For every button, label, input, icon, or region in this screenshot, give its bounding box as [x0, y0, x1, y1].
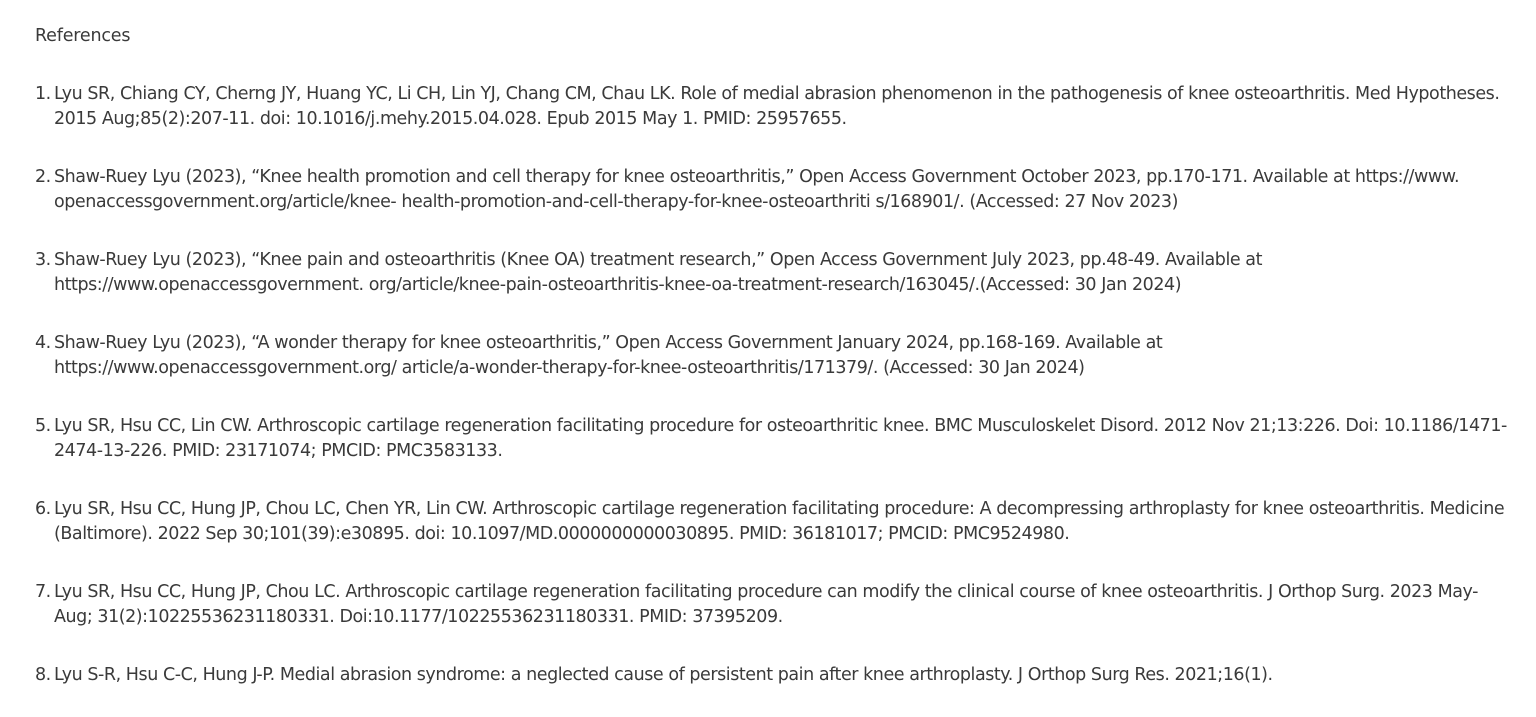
- reference-item: [35, 82, 1508, 132]
- reference-number: 6.: [35, 499, 51, 519]
- reference-number: 2.: [35, 167, 51, 187]
- reference-number: 4.: [35, 333, 51, 353]
- reference-item: [35, 580, 1508, 630]
- reference-number: 7.: [35, 582, 51, 602]
- reference-item: [35, 331, 1508, 381]
- reference-text: Shaw-Ruey Lyu (2023), “Knee pain and osteoarthritis (Knee OA) treatment research,” Open Access Government July 2023, pp.48-49. Available at https://www.openaccessgovernment. org/article/knee-pain-osteoarthritis-knee-oa-treatment-research/163045/.(Accessed: 30 Jan 2024): [54, 250, 1262, 295]
- reference-text: Shaw-Ruey Lyu (2023), “Knee health promotion and cell therapy for knee osteoarthritis,” Open Access Government October 2023, pp.170-171. Available at https://www. openaccessgovernment.org/article/knee- health-promotion-and-cell-therapy-for-knee-osteoarthriti s/168901/. (Accessed: 27 Nov 2023): [54, 167, 1460, 212]
- reference-item: [35, 248, 1508, 298]
- reference-text: Lyu SR, Hsu CC, Hung JP, Chou LC, Chen YR, Lin CW. Arthroscopic cartilage regeneration facilitating procedure: A decompressing arthroplasty for knee osteoarthritis. Medicine (Baltimore). 2022 Sep 30;101(39):e30895. doi: 10.1097/MD.0000000000030895. PMID: 36181017; PMCID: PMC9524980.: [54, 499, 1505, 544]
- reference-number: 5.: [35, 416, 51, 436]
- reference-number: 3.: [35, 250, 51, 270]
- reference-text: Lyu SR, Hsu CC, Lin CW. Arthroscopic cartilage regeneration facilitating procedure for osteoarthritic knee. BMC Musculoskelet Disord. 2012 Nov 21;13:226. Doi: 10.1186/1471-2474-13-226. PMID: 23171074; PMCID: PMC3583133.: [54, 416, 1507, 461]
- reference-item: [35, 663, 1508, 688]
- reference-item: [35, 414, 1508, 464]
- reference-text: Lyu SR, Hsu CC, Hung JP, Chou LC. Arthroscopic cartilage regeneration facilitating procedure can modify the clinical course of knee osteoarthritis. J Orthop Surg. 2023 May-Aug; 31(2):10225536231180331. Doi:10.1177/10225536231180331. PMID: 37395209.: [54, 582, 1478, 627]
- reference-number: 1.: [35, 84, 51, 104]
- reference-text: Lyu S-R, Hsu C-C, Hung J-P. Medial abrasion syndrome: a neglected cause of persistent pain after knee arthroplasty. J Orthop Surg Res. 2021;16(1).: [54, 665, 1273, 685]
- reference-text: Shaw-Ruey Lyu (2023), “A wonder therapy for knee osteoarthritis,” Open Access Government January 2024, pp.168-169. Available at https://www.openaccessgovernment.org/ article/a-wonder-therapy-for-knee-osteoarthritis/171379/. (Accessed: 30 Jan 2024): [54, 333, 1163, 378]
- reference-text: Lyu SR, Chiang CY, Cherng JY, Huang YC, Li CH, Lin YJ, Chang CM, Chau LK. Role of medial abrasion phenomenon in the pathogenesis of knee osteoarthritis. Med Hypotheses. 2015 Aug;85(2):207-11. doi: 10.1016/j.mehy.2015.04.028. Epub 2015 May 1. PMID: 25957655.: [54, 84, 1500, 129]
- references-list: [35, 82, 1508, 688]
- references-heading: References: [35, 26, 131, 46]
- reference-item: [35, 165, 1508, 215]
- reference-number: 8.: [35, 665, 51, 685]
- reference-item: [35, 497, 1508, 547]
